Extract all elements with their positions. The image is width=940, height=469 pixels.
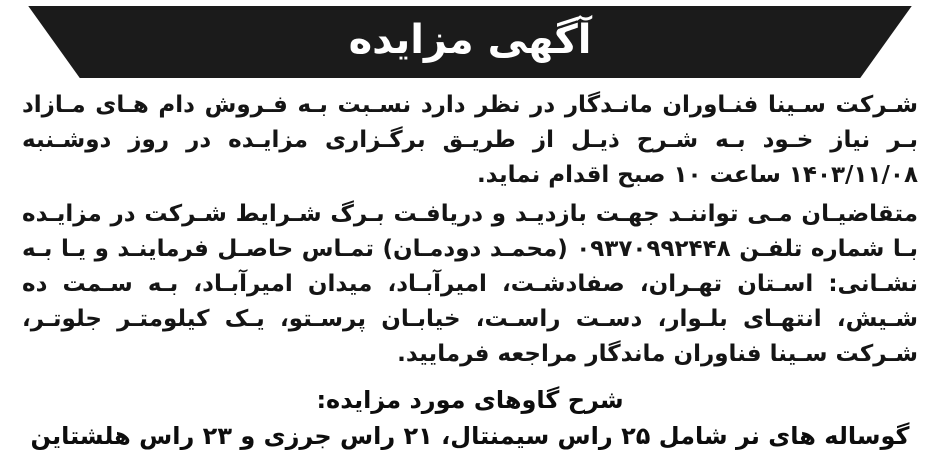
- paragraph-contact: متقاضیـان مـی تواننـد جهـت بازدیـد و دریافـت بـرگ شـرایط شـرکت در مزایـده بـا شماره تلفـن ۰۹۳۷۰۹۹۲۴۴۸ (محمـد دودمـان) تمـاس حاصـل فرماینـد و یـا بـه نشـانی: اسـتان تهـران، صفادشـت، امیرآبـاد، میدان امیرآبـاد، بـه سـمت ده شـیش، انتهـای بلـوار، دسـت راسـت، خیابـان پرسـتو، یـک کیلومتـر جلوتـر، شـرکت سـینا فناوران ماندگار مراجعه فرمایید.: [22, 200, 918, 367]
- document-body: [0, 78, 940, 452]
- paragraph-intro-block: [22, 88, 918, 193]
- livestock-list-line: گوساله های نر شامل ۲۵ راس سیمنتال، ۲۱ راس جرزی و ۲۳ راس هلشتاین: [30, 421, 910, 450]
- paragraph-contact-block: [22, 197, 918, 372]
- section-subtitle: شرح گاوهای مورد مزایده:: [316, 385, 624, 414]
- page-title: آگهی مزایده: [348, 17, 592, 63]
- paragraph-intro: شـرکت سـینا فنـاوران مانـدگار در نظر دارد نسـبت بـه فـروش دام هـای مـازاد بـر نیاز خـود بـه شـرح ذیـل از طریـق برگـزاری مزایـده در روز دوشـنبه ۱۴۰۳/۱۱/۰۸ ساعت ۱۰ صبح اقدام نماید.: [22, 92, 918, 188]
- header-banner: [8, 6, 932, 78]
